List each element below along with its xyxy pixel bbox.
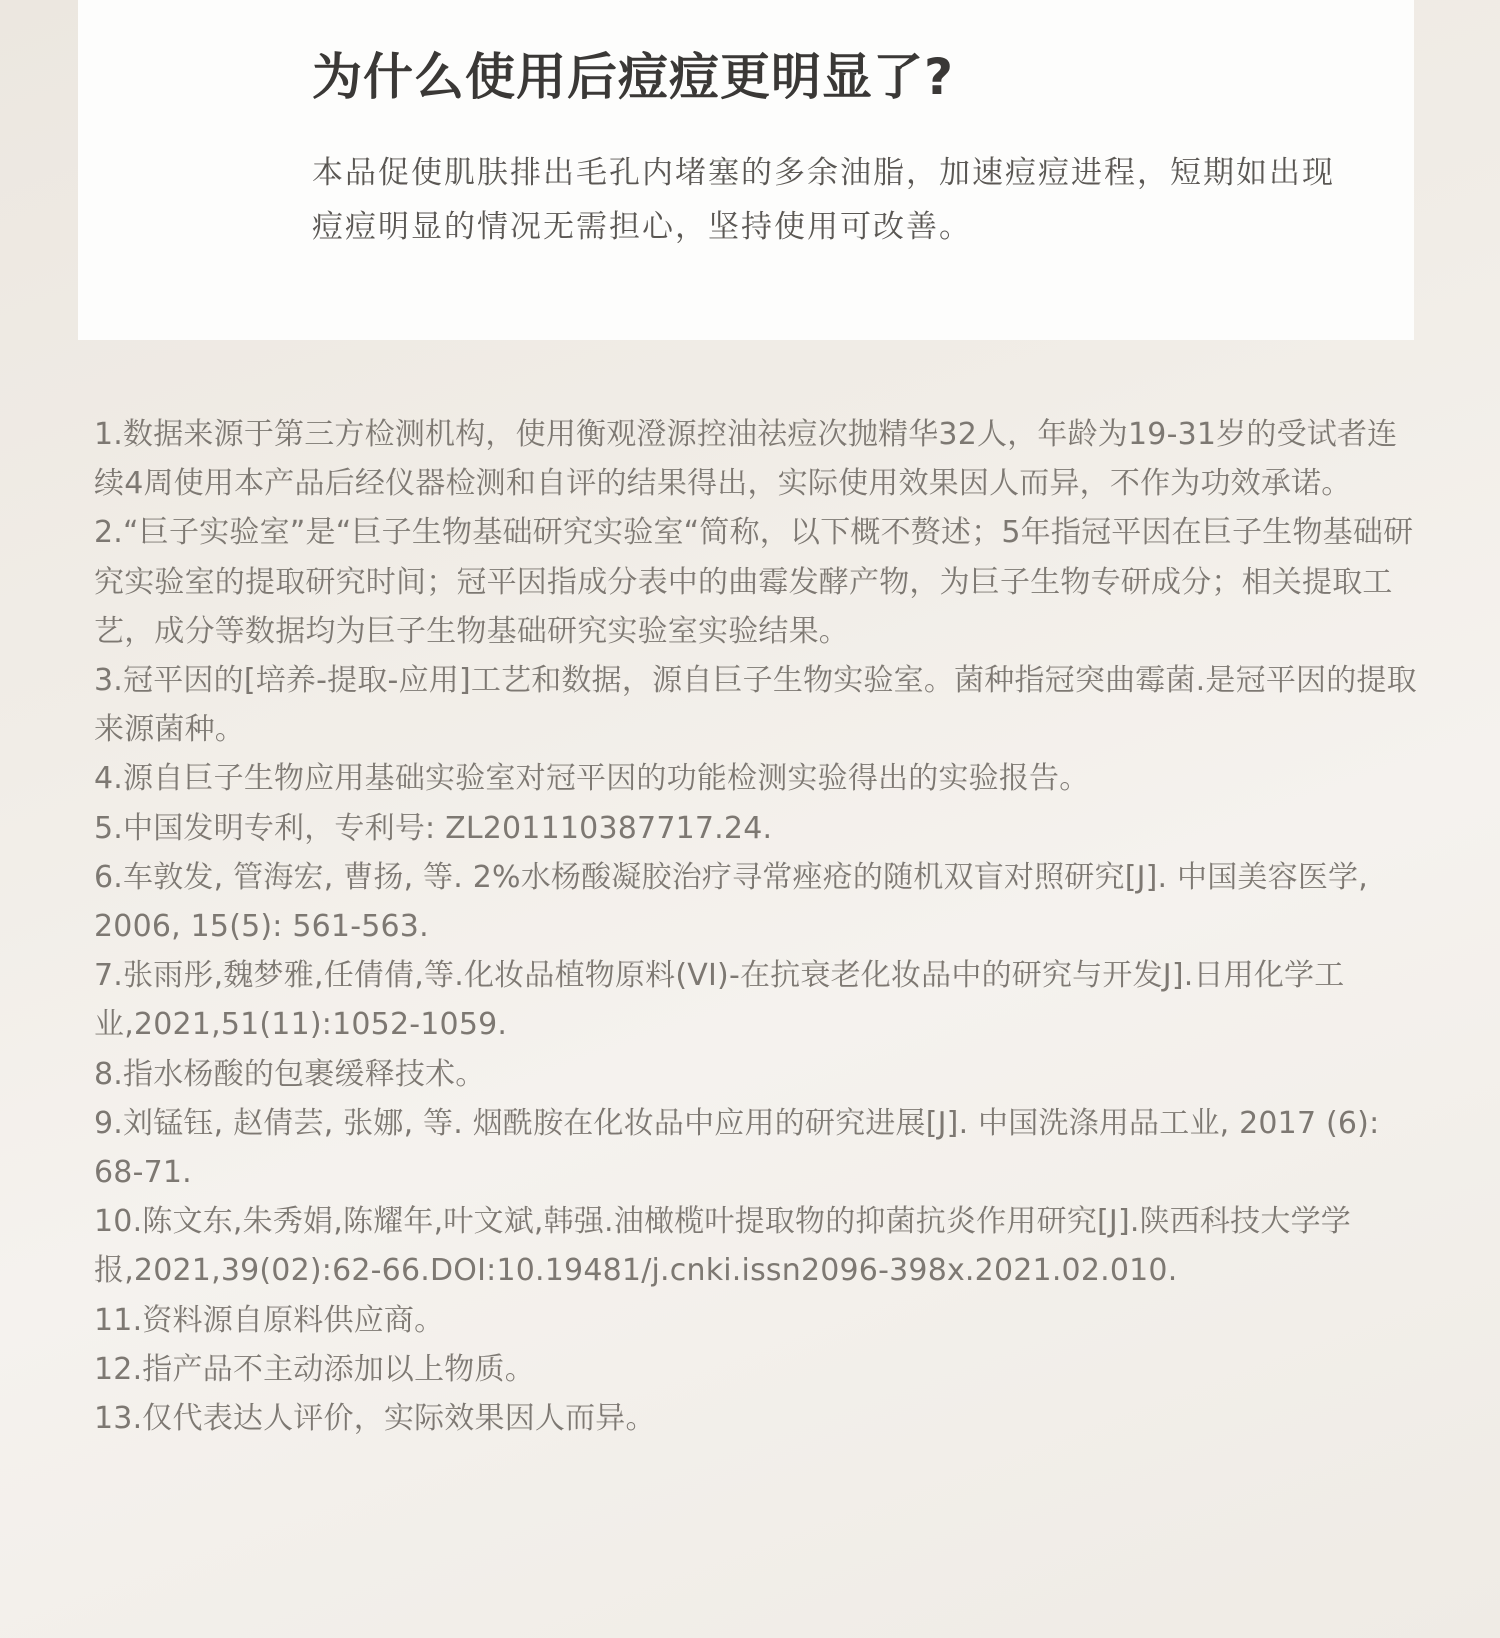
footnotes-list — [94, 410, 1424, 1443]
footnote-7: 7.张雨彤,魏梦雅,任倩倩,等.化妆品植物原料(VI)-在抗衰老化妆品中的研究与开发J].日用化学工业,2021,51(11):1052-1059. — [94, 958, 1345, 1043]
footnote-10: 10.陈文东,朱秀娟,陈耀年,叶文斌,韩强.油橄榄叶提取物的抑菌抗炎作用研究[J].陕西科技大学学报,2021,39(02):62-66.DOI:10.19481/j.cnki.issn2096-398x.2021.02.010. — [94, 1204, 1351, 1289]
footnote-3: 3.冠平因的[培养-提取-应用]工艺和数据，源自巨子生物实验室。菌种指冠突曲霉菌.是冠平因的提取来源菌种。 — [94, 663, 1417, 748]
footnote-9: 9.刘锰钰, 赵倩芸, 张娜, 等. 烟酰胺在化妆品中应用的研究进展[J]. 中国洗涤用品工业, 2017 (6): 68-71. — [94, 1105, 1380, 1191]
faq-answer: 本品促使肌肤排出毛孔内堵塞的多余油脂，加速痘痘进程，短期如出现痘痘明显的情况无需担心，坚持使用可改善。 — [312, 155, 1335, 245]
footnote-4: 4.源自巨子生物应用基础实验室对冠平因的功能检测实验得出的实验报告。 — [94, 761, 1090, 797]
footnote-5: 5.中国发明专利，专利号: ZL201110387717.24. — [94, 810, 773, 846]
footnote-8: 8.指水杨酸的包裹缓释技术。 — [94, 1056, 486, 1092]
footnote-11: 11.资料源自原料供应商。 — [94, 1302, 445, 1338]
footnote-2: 2.“巨子实验室”是“巨子生物基础研究实验室“简称，以下概不赘述；5年指冠平因在巨子生物基础研究实验室的提取研究时间；冠平因指成分表中的曲霉发酵产物，为巨子生物专研成分；相关提取工艺，成分等数据均为巨子生物基础研究实验室实验结果。 — [94, 515, 1414, 649]
footnote-13: 13.仅代表达人评价，实际效果因人而异。 — [94, 1401, 656, 1437]
footnote-12: 12.指产品不主动添加以上物质。 — [94, 1351, 535, 1387]
footnote-6: 6.车敦发, 管海宏, 曹扬, 等. 2%水杨酸凝胶治疗寻常痤疮的随机双盲对照研究[J]. 中国美容医学, 2006, 15(5): 561-563. — [94, 859, 1368, 945]
faq-card — [78, 0, 1414, 340]
faq-question: 为什么使用后痘痘更明显了? — [312, 48, 955, 106]
footnote-1: 1.数据来源于第三方检测机构，使用衡观澄源控油祛痘次抛精华32人，年龄为19-31岁的受试者连续4周使用本产品后经仪器检测和自评的结果得出，实际使用效果因人而异，不作为功效承诺。 — [94, 417, 1398, 502]
